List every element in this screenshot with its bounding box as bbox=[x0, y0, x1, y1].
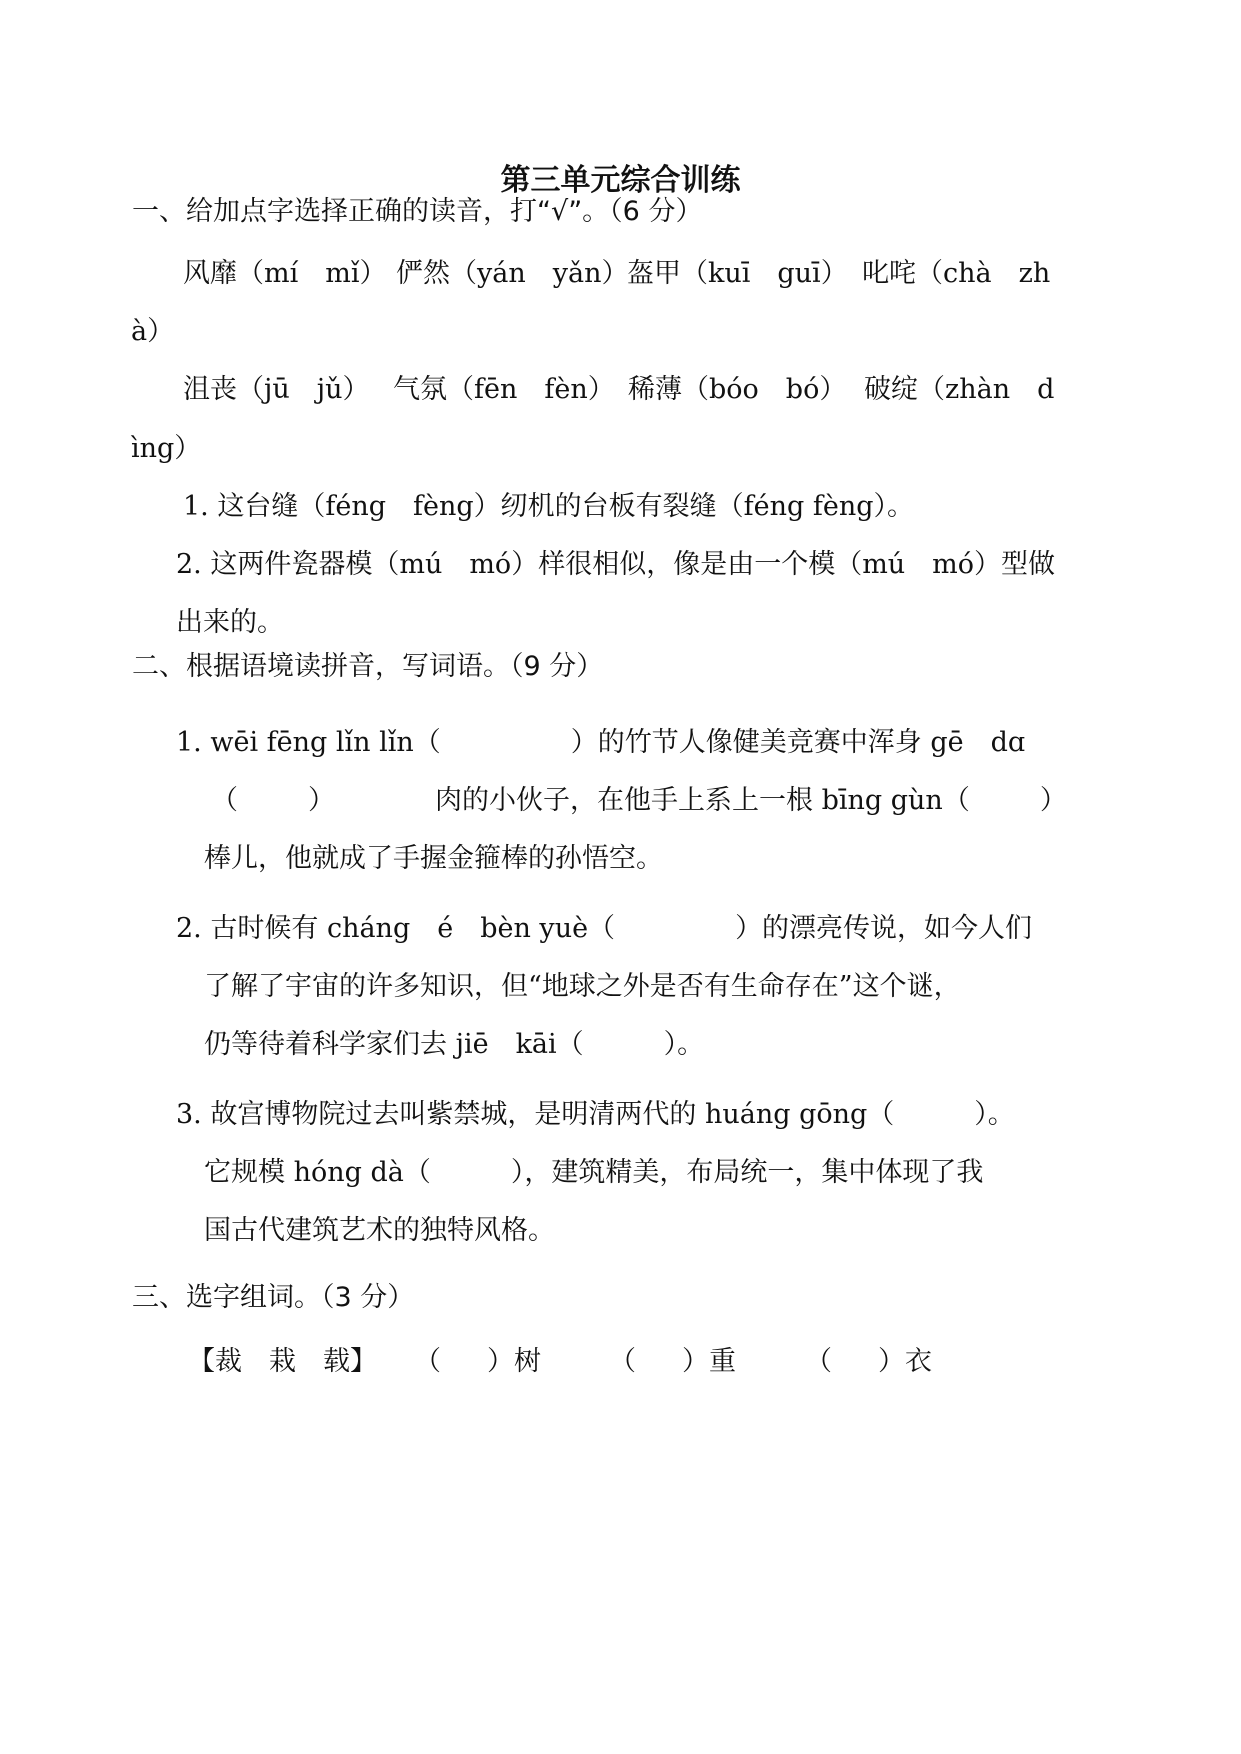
s2-q1-text-b4: ） bbox=[1039, 785, 1067, 816]
s1-question-2-line-1: 2. 这两件瓷器模（mú mó）样很相似，像是由一个模（mú mó）型做 bbox=[176, 549, 1056, 580]
s1-row1-item-2: 俨然（yán yǎn） bbox=[396, 258, 629, 289]
s3-blank-2 bbox=[609, 1348, 736, 1375]
s2-q1-line-2 bbox=[211, 787, 1067, 814]
s3-blank-1 bbox=[414, 1348, 541, 1375]
s1-row2-wrap: ìng） bbox=[131, 433, 202, 464]
s2-q3-text-b1: 它规模 hóng dà（ bbox=[204, 1157, 431, 1188]
s2-q3-line-3: 国古代建筑艺术的独特风格。 bbox=[204, 1215, 555, 1246]
section-3-heading: 三、选字组词。（3 分） bbox=[132, 1282, 415, 1313]
s2-q1-line-3: 棒儿，他就成了手握金箍棒的孙悟空。 bbox=[204, 843, 663, 874]
s2-q1-line-1 bbox=[176, 729, 1025, 756]
s1-row2-item-2: 气氛（fēn fèn） bbox=[393, 374, 615, 405]
s2-q1-text-a2: ）的竹节人像健美竞赛中浑身 gē dɑ bbox=[570, 727, 1026, 758]
s3-blank-2-word: 重 bbox=[709, 1346, 736, 1377]
s2-q3-line-1 bbox=[176, 1101, 1015, 1128]
section-2-heading: 二、根据语境读拼音，写词语。（9 分） bbox=[132, 651, 604, 682]
s3-blank-3 bbox=[805, 1348, 932, 1375]
s3-options: 【裁 栽 载】 bbox=[188, 1346, 377, 1377]
s2-q3-number: 3. bbox=[176, 1099, 202, 1130]
s2-q1-text-a1: wēi fēng lǐn lǐn（ bbox=[210, 727, 441, 758]
s3-blank-3-close: ） bbox=[878, 1346, 905, 1377]
s3-blank-1-word: 树 bbox=[514, 1346, 541, 1377]
s2-q1-text-b3: 肉的小伙子，在他手上系上一根 bīng gùn（ bbox=[435, 785, 970, 816]
s2-q3-line-2 bbox=[204, 1159, 983, 1186]
s1-row2-item-3: 稀薄（bóo bó） bbox=[628, 374, 847, 405]
s3-blank-2-open: （ bbox=[609, 1346, 636, 1377]
s1-row2-item-1: 沮丧（jū jǔ） bbox=[183, 374, 370, 405]
s1-question-1: 1. 这台缝（féng fèng）纫机的台板有裂缝（féng fèng）。 bbox=[183, 491, 915, 522]
s2-q2-line-2: 了解了宇宙的许多知识，但“地球之外是否有生命存在”这个谜， bbox=[204, 971, 961, 1002]
page-title: 第三单元综合训练 bbox=[500, 163, 741, 198]
s2-q3-text-b2: ），建筑精美，布局统一，集中体现了我 bbox=[510, 1157, 984, 1188]
s2-q2-number: 2. bbox=[176, 913, 202, 944]
s2-q2-text-a1: 古时候有 cháng é bèn yuè（ bbox=[210, 913, 616, 944]
s1-row2-item-4: 破绽（zhàn d bbox=[864, 374, 1055, 405]
s1-row1-item-1: 风靡（mí mǐ） bbox=[183, 258, 387, 289]
s2-q2-line-3 bbox=[204, 1031, 704, 1058]
s2-q1-text-b1: （ bbox=[211, 785, 238, 816]
s1-row1-item-3: 盔甲（kuī guī） bbox=[627, 258, 848, 289]
s2-q2-line-1 bbox=[176, 915, 1032, 942]
s3-blank-3-word: 衣 bbox=[905, 1346, 932, 1377]
s2-q1-text-b2: ） bbox=[308, 785, 335, 816]
s3-blank-2-close: ） bbox=[682, 1346, 709, 1377]
s2-q2-text-a2: ）的漂亮传说，如今人们 bbox=[735, 913, 1033, 944]
s1-row1-wrap: à） bbox=[131, 316, 175, 347]
s3-blank-3-open: （ bbox=[805, 1346, 832, 1377]
s2-q3-text-a1: 故宫博物院过去叫紫禁城，是明清两代的 huáng gōng（ bbox=[210, 1099, 895, 1130]
s2-q3-text-a2: ）。 bbox=[974, 1099, 1015, 1130]
s1-question-2-line-2: 出来的。 bbox=[176, 607, 284, 638]
s2-q2-text-c2: ）。 bbox=[663, 1029, 705, 1060]
s1-row1-item-4: 叱咤（chà zh bbox=[862, 258, 1051, 289]
section-1-heading: 一、给加点字选择正确的读音，打“√”。（6 分） bbox=[132, 196, 703, 227]
s2-q1-number: 1. bbox=[176, 727, 202, 758]
s3-blank-1-open: （ bbox=[414, 1346, 441, 1377]
s3-blank-1-close: ） bbox=[487, 1346, 514, 1377]
s2-q2-text-c1: 仍等待着科学家们去 jiē kāi（ bbox=[204, 1029, 584, 1060]
